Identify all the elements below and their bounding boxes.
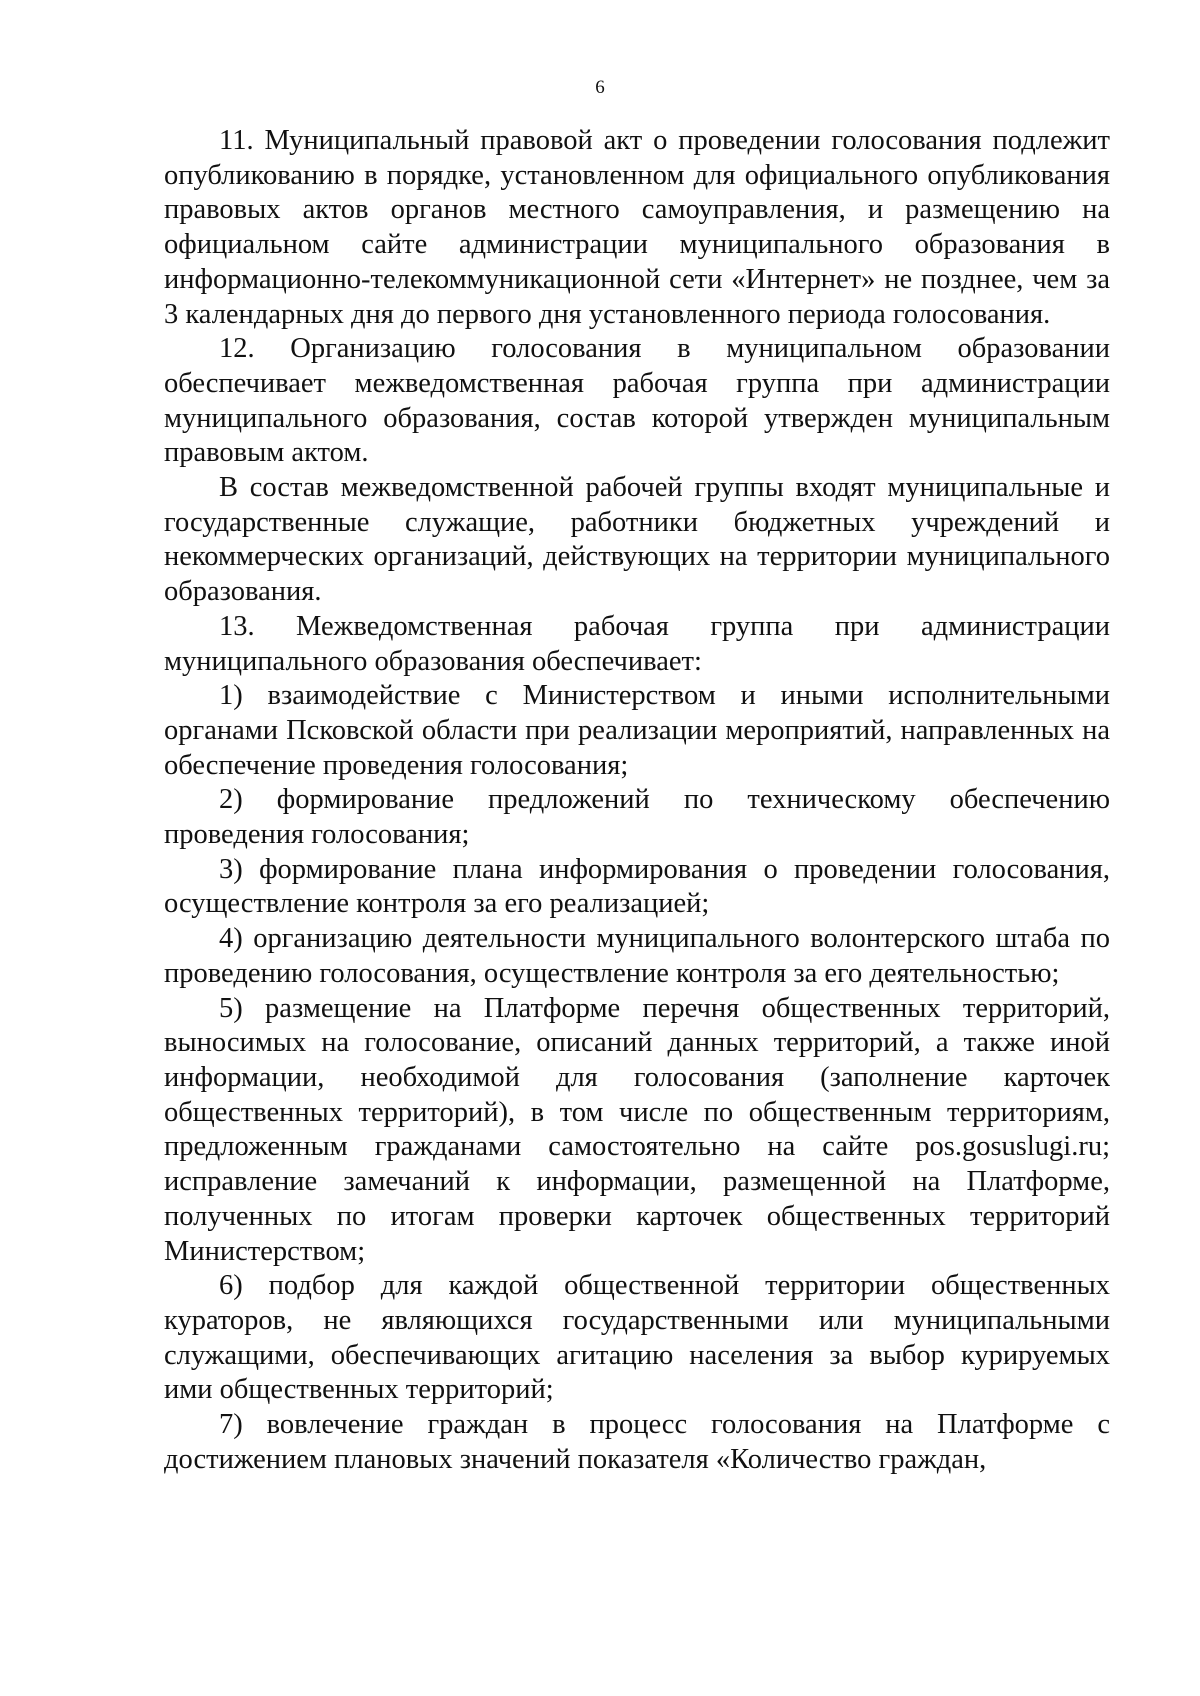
list-item-6: 6) подбор для каждой общественной территории общественных кураторов, не являющихся государственными или муниципальными служащими, обеспечивающих агитацию населения за выбор курируемых ими общественных территорий; (164, 1270, 1110, 1406)
list-item-5: 5) размещение на Платформе перечня общественных территорий, выносимых на голосование, описаний данных территорий, а также иной информации, необходимой для голосования (заполнение карточек общественных территорий), в том числе по общественным территориям, предложенным гражданами самостоятельно на сайте pos.gosuslugi.ru; исправление замечаний к информации, размещенной на Платформе, полученных по итогам проверки карточек общественных территорий Министерством; (164, 992, 1110, 1267)
document-body (164, 124, 1110, 1477)
paragraph-11: 11. Муниципальный правовой акт о проведении голосования подлежит опубликованию в порядке, установленном для официального опубликования правовых актов органов местного самоуправления, и размещению на официальном сайте администрации муниципального образования в информационно-телекоммуникационной сети «Интернет» не позднее, чем за 3 календарных дня до первого дня установленного периода голосования. (164, 125, 1110, 330)
paragraph-12-composition: В состав межведомственной рабочей группы входят муниципальные и государственные служащие, работники бюджетных учреждений и некоммерческих организаций, действующих на территории муниципального образования. (164, 472, 1110, 608)
page-number: 6 (595, 77, 605, 98)
paragraph-12: 12. Организацию голосования в муниципальном образовании обеспечивает межведомственная рабочая группа при администрации муниципального образования, состав которой утвержден муниципальным правовым актом. (164, 333, 1110, 469)
list-item-7: 7) вовлечение граждан в процесс голосования на Платформе с достижением плановых значений показателя «Количество граждан, (164, 1409, 1110, 1475)
list-item-4: 4) организацию деятельности муниципального волонтерского штаба по проведению голосования, осуществление контроля за его деятельностью; (164, 923, 1110, 989)
list-item-1: 1) взаимодействие с Министерством и иными исполнительными органами Псковской области при реализации мероприятий, направленных на обеспечение проведения голосования; (164, 680, 1110, 781)
list-item-2: 2) формирование предложений по техническому обеспечению проведения голосования; (164, 784, 1110, 851)
paragraph-13: 13. Межведомственная рабочая группа при администрации муниципального образования обеспечивает: (164, 610, 1110, 677)
list-item-3: 3) формирование плана информирования о проведении голосования, осуществление контроля за его реализацией; (164, 853, 1110, 920)
